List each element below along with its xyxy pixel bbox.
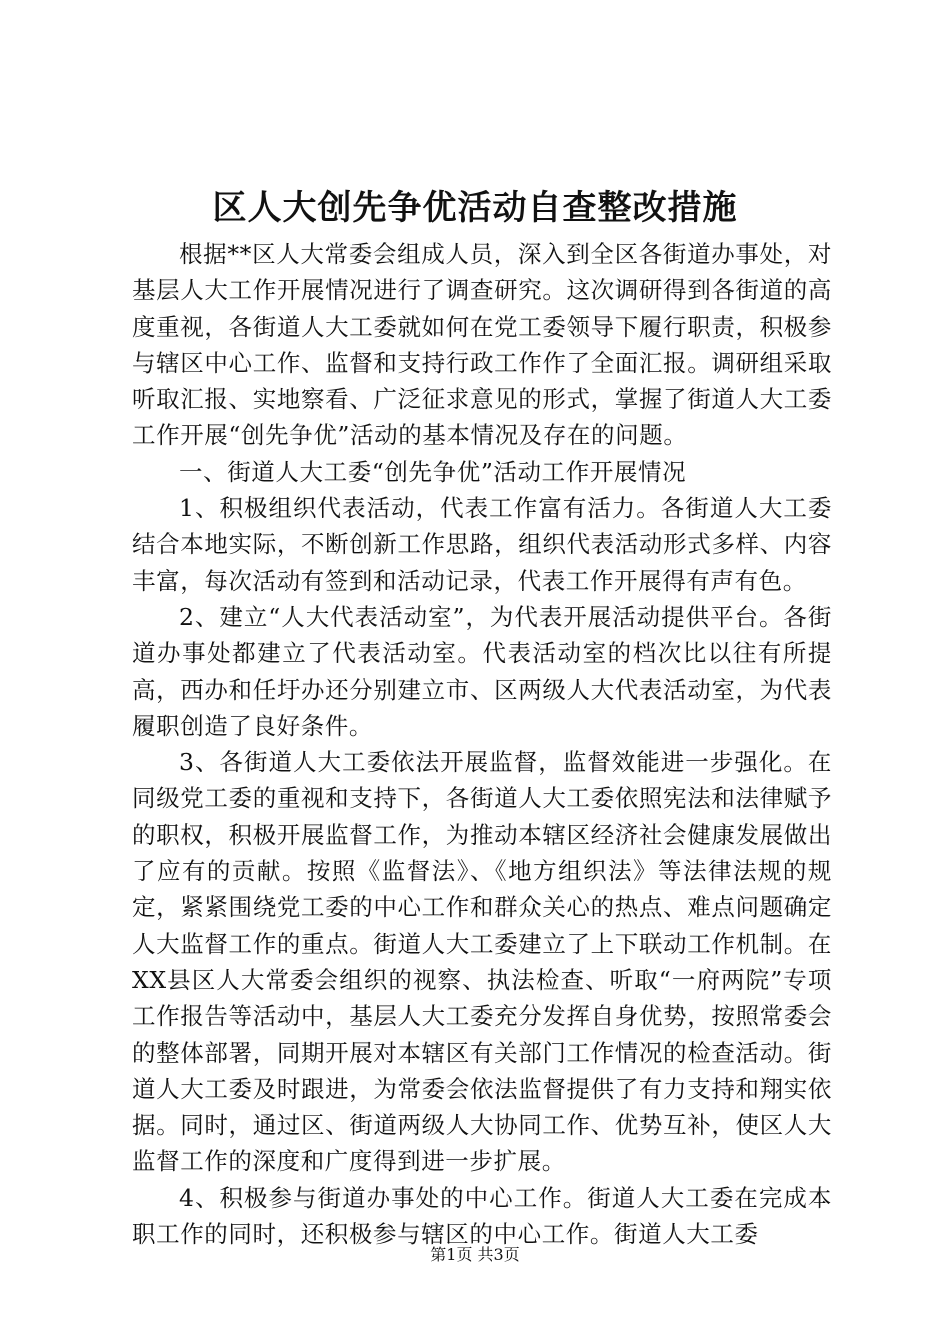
paragraph-intro: 根据**区人大常委会组成人员，深入到全区各街道办事处，对基层人大工作开展情况进行了调查研究。这次调研得到各街道的高度重视，各街道人大工委就如何在党工委领导下履行职责，积极参与辖区中心工作、监督和支持行政工作作了全面汇报。调研组采取听取汇报、实地察看、广泛征求意见的形式，掌握了街道人大工委工作开展“创先争优”活动的基本情况及存在的问题。 bbox=[132, 240, 832, 450]
document-title: 区人大创先争优活动自查整改措施 bbox=[212, 188, 738, 228]
paragraph-item-2: 2、建立“人大代表活动室”，为代表开展活动提供平台。各街道办事处都建立了代表活动室。代表活动室的档次比以往有所提高，西办和任圩办还分别建立市、区两级人大代表活动室，为代表履职创造了良好条件。 bbox=[132, 602, 832, 740]
page-footer: 第1页 共3页 bbox=[430, 1245, 520, 1264]
paragraph-item-3: 3、各街道人大工委依法开展监督，监督效能进一步强化。在同级党工委的重视和支持下，各街道人大工委依照宪法和法律赋予的职权，积极开展监督工作，为推动本辖区经济社会健康发展做出了应有的贡献。按照《监督法》、《地方组织法》等法律法规的规定，紧紧围绕党工委的中心工作和群众关心的热点、难点问题确定人大监督工作的重点。街道人大工委建立了上下联动工作机制。在XX县区人大常委会组织的视察、执法检查、听取“一府两院”专项工作报告等活动中，基层人大工委充分发挥自身优势，按照常委会的整体部署，同期开展对本辖区有关部门工作情况的检查活动。街道人大工委及时跟进，为常委会依法监督提供了有力支持和翔实依据。同时，通过区、街道两级人大协同工作、优势互补，使区人大监督工作的深度和广度得到进一步扩展。 bbox=[132, 748, 832, 1176]
section-heading-1: 一、街道人大工委“创先争优”活动工作开展情况 bbox=[179, 457, 687, 486]
paragraph-item-1: 1、积极组织代表活动，代表工作富有活力。各街道人大工委结合本地实际，不断创新工作思路，组织代表活动形式多样、内容丰富，每次活动有签到和活动记录，代表工作开展得有声有色。 bbox=[132, 494, 832, 595]
paragraph-item-4: 4、积极参与街道办事处的中心工作。街道人大工委在完成本职工作的同时，还积极参与辖区的中心工作。街道人大工委 bbox=[132, 1183, 832, 1249]
document-body bbox=[132, 236, 832, 1252]
